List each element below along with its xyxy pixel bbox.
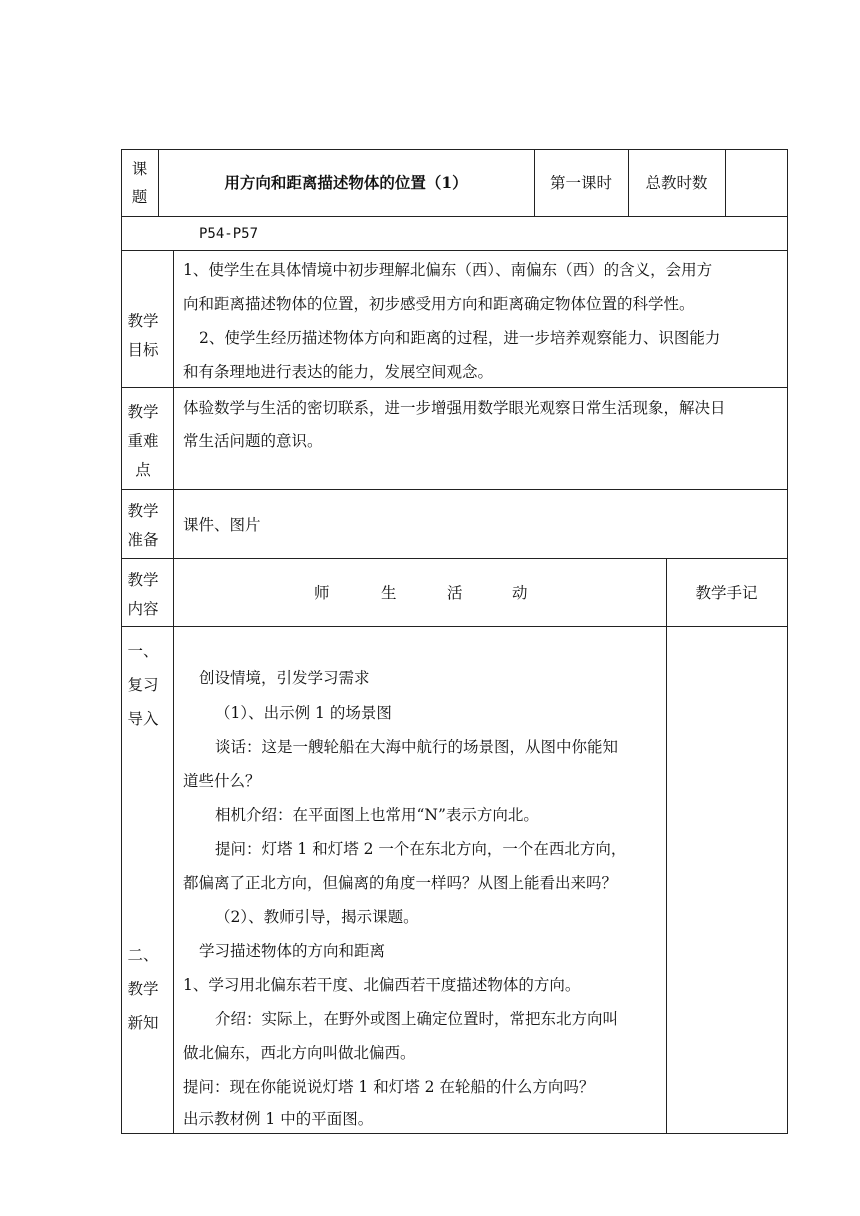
preparation-label-line: 教学 bbox=[127, 502, 159, 520]
topic-label bbox=[121, 155, 158, 211]
column-divider bbox=[173, 250, 174, 1134]
row-divider bbox=[121, 558, 788, 559]
activity-line: 做北偏东，西北方向叫做北偏西。 bbox=[183, 1044, 416, 1062]
activity-heading-char: 师 bbox=[314, 584, 330, 602]
textbook-pages: P54-P57 bbox=[199, 226, 259, 242]
activity-line: 谈话：这是一艘轮船在大海中航行的场景图，从图中你能知 bbox=[215, 738, 619, 756]
lesson-topic: 用方向和距离描述物体的位置（1） bbox=[224, 173, 468, 192]
topic-label-line: 题 bbox=[131, 188, 148, 206]
new-knowledge-section-label-line: 二、 bbox=[127, 946, 159, 964]
activity-line: （2）、教师引导，揭示课题。 bbox=[215, 908, 419, 926]
activity-heading-char: 动 bbox=[512, 584, 528, 602]
table-border-right bbox=[787, 149, 788, 1134]
activity-line: 出示教材例 1 中的平面图。 bbox=[183, 1110, 374, 1128]
review-section-label-line: 复习 bbox=[127, 676, 159, 694]
column-divider bbox=[666, 558, 667, 1134]
activity-line: 相机介绍：在平面图上也常用“N”表示方向北。 bbox=[215, 806, 539, 824]
key-points-label-line: 教学 bbox=[127, 403, 159, 421]
activity-line: 介绍：实际上，在野外或图上确定位置时，常把东北方向叫 bbox=[215, 1010, 619, 1028]
key-point-line: 常生活问题的意识。 bbox=[183, 432, 323, 450]
row-divider bbox=[121, 489, 788, 490]
table-border-bottom bbox=[121, 1133, 788, 1134]
teaching-notes-heading: 教学手记 bbox=[695, 584, 758, 602]
new-knowledge-section-label-line: 教学 bbox=[127, 980, 159, 998]
review-section-label-line: 导入 bbox=[127, 710, 159, 728]
objective-line: 向和距离描述物体的位置，初步感受用方向和距离确定物体位置的科学性。 bbox=[183, 295, 695, 313]
row-divider bbox=[121, 216, 788, 217]
preparation-label bbox=[121, 497, 165, 555]
activity-line: 创设情境，引发学习需求 bbox=[199, 669, 370, 687]
objectives-label-line: 教学 bbox=[127, 312, 159, 330]
activity-heading-char: 生 bbox=[381, 584, 397, 602]
objectives-label bbox=[121, 307, 165, 365]
new-knowledge-section-label-line: 新知 bbox=[127, 1014, 159, 1032]
key-points-label-line: 重难 bbox=[127, 432, 159, 450]
key-points-label bbox=[121, 398, 165, 485]
activity-line: 提问：灯塔 1 和灯塔 2 一个在东北方向，一个在西北方向， bbox=[215, 840, 627, 858]
preparation-label-line: 准备 bbox=[127, 531, 159, 549]
preparation-text: 课件、图片 bbox=[183, 516, 261, 534]
activity-heading-char: 活 bbox=[447, 584, 463, 602]
row-divider bbox=[121, 250, 788, 251]
total-hours-label: 总教时数 bbox=[645, 174, 708, 192]
objective-line: 2、使学生经历描述物体方向和距离的过程，进一步培养观察能力、识图能力 bbox=[199, 329, 721, 347]
review-section-label bbox=[121, 634, 165, 736]
activity-line: 道些什么？ bbox=[183, 772, 261, 790]
content-label-line: 内容 bbox=[127, 600, 159, 618]
content-label bbox=[121, 566, 165, 624]
row-divider bbox=[121, 626, 788, 627]
key-points-label-line: 点 bbox=[135, 461, 151, 479]
activity-line: （1）、出示例 1 的场景图 bbox=[215, 704, 392, 722]
column-divider bbox=[725, 149, 726, 216]
topic-label-line: 课 bbox=[131, 160, 148, 178]
new-knowledge-section-label bbox=[121, 938, 165, 1040]
activity-line: 1、学习用北偏东若干度、北偏西若干度描述物体的方向。 bbox=[183, 976, 581, 994]
table-border-top bbox=[121, 149, 788, 150]
activity-line: 提问：现在你能说说灯塔 1 和灯塔 2 在轮船的什么方向吗？ bbox=[183, 1078, 595, 1096]
objective-line: 1、使学生在具体情境中初步理解北偏东（西）、南偏东（西）的含义，会用方 bbox=[183, 261, 713, 279]
activity-line: 都偏离了正北方向，但偏离的角度一样吗？从图上能看出来吗？ bbox=[183, 874, 618, 892]
objectives-label-line: 目标 bbox=[127, 341, 159, 359]
activity-line: 学习描述物体的方向和距离 bbox=[199, 942, 386, 960]
objective-line: 和有条理地进行表达的能力，发展空间观念。 bbox=[183, 363, 494, 381]
content-label-line: 教学 bbox=[127, 571, 159, 589]
lesson-number: 第一课时 bbox=[549, 174, 612, 192]
row-divider bbox=[121, 387, 788, 388]
review-section-label-line: 一、 bbox=[127, 642, 159, 660]
key-point-line: 体验数学与生活的密切联系，进一步增强用数学眼光观察日常生活现象，解决日 bbox=[183, 399, 726, 417]
